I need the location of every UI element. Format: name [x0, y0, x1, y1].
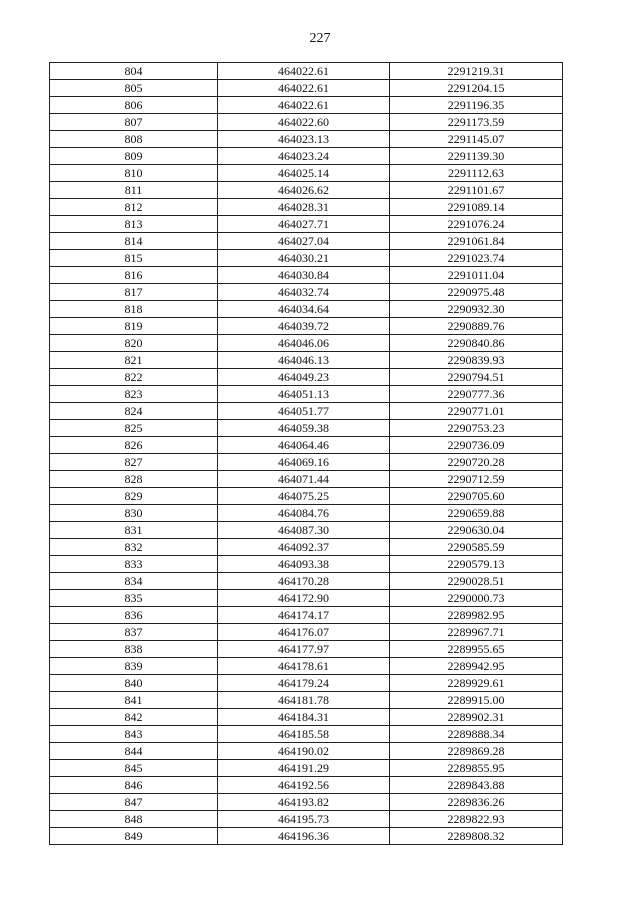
- table-row: [50, 318, 563, 335]
- y-coordinate-cell: 2290630.04: [390, 522, 563, 539]
- point-number-cell: 811: [50, 182, 218, 199]
- y-coordinate-cell: 2290585.59: [390, 539, 563, 556]
- x-coordinate-cell: 464059.38: [218, 420, 390, 437]
- table-row: [50, 607, 563, 624]
- table-row: [50, 488, 563, 505]
- point-number-cell: 825: [50, 420, 218, 437]
- coordinates-table-body: [50, 63, 563, 845]
- table-row: [50, 267, 563, 284]
- table-row: [50, 352, 563, 369]
- point-number-cell: 813: [50, 216, 218, 233]
- point-number-cell: 810: [50, 165, 218, 182]
- x-coordinate-cell: 464071.44: [218, 471, 390, 488]
- table-row: [50, 301, 563, 318]
- point-number-cell: 847: [50, 794, 218, 811]
- point-number-cell: 805: [50, 80, 218, 97]
- x-coordinate-cell: 464170.28: [218, 573, 390, 590]
- table-row: [50, 63, 563, 80]
- y-coordinate-cell: 2290705.60: [390, 488, 563, 505]
- point-number-cell: 809: [50, 148, 218, 165]
- x-coordinate-cell: 464039.72: [218, 318, 390, 335]
- y-coordinate-cell: 2290839.93: [390, 352, 563, 369]
- x-coordinate-cell: 464032.74: [218, 284, 390, 301]
- y-coordinate-cell: 2290736.09: [390, 437, 563, 454]
- x-coordinate-cell: 464191.29: [218, 760, 390, 777]
- table-row: [50, 522, 563, 539]
- table-row: [50, 369, 563, 386]
- x-coordinate-cell: 464195.73: [218, 811, 390, 828]
- point-number-cell: 814: [50, 233, 218, 250]
- table-row: [50, 471, 563, 488]
- x-coordinate-cell: 464051.77: [218, 403, 390, 420]
- point-number-cell: 804: [50, 63, 218, 80]
- x-coordinate-cell: 464179.24: [218, 675, 390, 692]
- x-coordinate-cell: 464027.04: [218, 233, 390, 250]
- table-row: [50, 675, 563, 692]
- y-coordinate-cell: 2289869.28: [390, 743, 563, 760]
- point-number-cell: 842: [50, 709, 218, 726]
- point-number-cell: 829: [50, 488, 218, 505]
- x-coordinate-cell: 464023.24: [218, 148, 390, 165]
- table-row: [50, 624, 563, 641]
- x-coordinate-cell: 464030.21: [218, 250, 390, 267]
- x-coordinate-cell: 464092.37: [218, 539, 390, 556]
- y-coordinate-cell: 2290659.88: [390, 505, 563, 522]
- table-row: [50, 335, 563, 352]
- y-coordinate-cell: 2291139.30: [390, 148, 563, 165]
- y-coordinate-cell: 2290712.59: [390, 471, 563, 488]
- table-row: [50, 148, 563, 165]
- x-coordinate-cell: 464022.61: [218, 63, 390, 80]
- x-coordinate-cell: 464028.31: [218, 199, 390, 216]
- point-number-cell: 824: [50, 403, 218, 420]
- point-number-cell: 848: [50, 811, 218, 828]
- point-number-cell: 837: [50, 624, 218, 641]
- y-coordinate-cell: 2289888.34: [390, 726, 563, 743]
- y-coordinate-cell: 2289836.26: [390, 794, 563, 811]
- y-coordinate-cell: 2291101.67: [390, 182, 563, 199]
- point-number-cell: 812: [50, 199, 218, 216]
- point-number-cell: 815: [50, 250, 218, 267]
- table-row: [50, 199, 563, 216]
- table-row: [50, 386, 563, 403]
- point-number-cell: 818: [50, 301, 218, 318]
- table-row: [50, 794, 563, 811]
- point-number-cell: 828: [50, 471, 218, 488]
- x-coordinate-cell: 464034.64: [218, 301, 390, 318]
- y-coordinate-cell: 2290753.23: [390, 420, 563, 437]
- table-row: [50, 658, 563, 675]
- x-coordinate-cell: 464093.38: [218, 556, 390, 573]
- coordinates-table: [49, 62, 563, 845]
- point-number-cell: 816: [50, 267, 218, 284]
- y-coordinate-cell: 2290720.28: [390, 454, 563, 471]
- point-number-cell: 845: [50, 760, 218, 777]
- point-number-cell: 827: [50, 454, 218, 471]
- point-number-cell: 819: [50, 318, 218, 335]
- x-coordinate-cell: 464022.60: [218, 114, 390, 131]
- table-row: [50, 454, 563, 471]
- y-coordinate-cell: 2289822.93: [390, 811, 563, 828]
- table-row: [50, 284, 563, 301]
- point-number-cell: 806: [50, 97, 218, 114]
- y-coordinate-cell: 2291219.31: [390, 63, 563, 80]
- y-coordinate-cell: 2291023.74: [390, 250, 563, 267]
- table-row: [50, 97, 563, 114]
- point-number-cell: 839: [50, 658, 218, 675]
- point-number-cell: 830: [50, 505, 218, 522]
- y-coordinate-cell: 2289855.95: [390, 760, 563, 777]
- x-coordinate-cell: 464022.61: [218, 80, 390, 97]
- x-coordinate-cell: 464172.90: [218, 590, 390, 607]
- x-coordinate-cell: 464075.25: [218, 488, 390, 505]
- point-number-cell: 822: [50, 369, 218, 386]
- point-number-cell: 817: [50, 284, 218, 301]
- point-number-cell: 833: [50, 556, 218, 573]
- point-number-cell: 840: [50, 675, 218, 692]
- x-coordinate-cell: 464069.16: [218, 454, 390, 471]
- table-row: [50, 556, 563, 573]
- x-coordinate-cell: 464064.46: [218, 437, 390, 454]
- table-row: [50, 760, 563, 777]
- y-coordinate-cell: 2290028.51: [390, 573, 563, 590]
- table-row: [50, 131, 563, 148]
- y-coordinate-cell: 2289843.88: [390, 777, 563, 794]
- x-coordinate-cell: 464026.62: [218, 182, 390, 199]
- y-coordinate-cell: 2289915.00: [390, 692, 563, 709]
- point-number-cell: 820: [50, 335, 218, 352]
- table-row: [50, 233, 563, 250]
- table-row: [50, 114, 563, 131]
- x-coordinate-cell: 464192.56: [218, 777, 390, 794]
- x-coordinate-cell: 464185.58: [218, 726, 390, 743]
- point-number-cell: 844: [50, 743, 218, 760]
- x-coordinate-cell: 464178.61: [218, 658, 390, 675]
- y-coordinate-cell: 2291204.15: [390, 80, 563, 97]
- point-number-cell: 838: [50, 641, 218, 658]
- y-coordinate-cell: 2290000.73: [390, 590, 563, 607]
- y-coordinate-cell: 2291173.59: [390, 114, 563, 131]
- y-coordinate-cell: 2291076.24: [390, 216, 563, 233]
- y-coordinate-cell: 2289929.61: [390, 675, 563, 692]
- table-row: [50, 505, 563, 522]
- x-coordinate-cell: 464025.14: [218, 165, 390, 182]
- x-coordinate-cell: 464174.17: [218, 607, 390, 624]
- point-number-cell: 849: [50, 828, 218, 845]
- table-row: [50, 743, 563, 760]
- x-coordinate-cell: 464181.78: [218, 692, 390, 709]
- point-number-cell: 846: [50, 777, 218, 794]
- point-number-cell: 834: [50, 573, 218, 590]
- y-coordinate-cell: 2289967.71: [390, 624, 563, 641]
- x-coordinate-cell: 464184.31: [218, 709, 390, 726]
- y-coordinate-cell: 2291112.63: [390, 165, 563, 182]
- y-coordinate-cell: 2290794.51: [390, 369, 563, 386]
- y-coordinate-cell: 2291145.07: [390, 131, 563, 148]
- point-number-cell: 808: [50, 131, 218, 148]
- table-row: [50, 709, 563, 726]
- x-coordinate-cell: 464022.61: [218, 97, 390, 114]
- point-number-cell: 807: [50, 114, 218, 131]
- y-coordinate-cell: 2289982.95: [390, 607, 563, 624]
- table-row: [50, 250, 563, 267]
- point-number-cell: 843: [50, 726, 218, 743]
- point-number-cell: 831: [50, 522, 218, 539]
- table-row: [50, 777, 563, 794]
- x-coordinate-cell: 464176.07: [218, 624, 390, 641]
- y-coordinate-cell: 2290771.01: [390, 403, 563, 420]
- point-number-cell: 836: [50, 607, 218, 624]
- table-row: [50, 539, 563, 556]
- table-row: [50, 590, 563, 607]
- point-number-cell: 835: [50, 590, 218, 607]
- x-coordinate-cell: 464030.84: [218, 267, 390, 284]
- table-row: [50, 437, 563, 454]
- table-row: [50, 216, 563, 233]
- x-coordinate-cell: 464084.76: [218, 505, 390, 522]
- table-row: [50, 726, 563, 743]
- table-row: [50, 641, 563, 658]
- table-row: [50, 573, 563, 590]
- x-coordinate-cell: 464051.13: [218, 386, 390, 403]
- table-row: [50, 182, 563, 199]
- y-coordinate-cell: 2289808.32: [390, 828, 563, 845]
- y-coordinate-cell: 2289942.95: [390, 658, 563, 675]
- point-number-cell: 823: [50, 386, 218, 403]
- y-coordinate-cell: 2291089.14: [390, 199, 563, 216]
- y-coordinate-cell: 2289902.31: [390, 709, 563, 726]
- y-coordinate-cell: 2291011.04: [390, 267, 563, 284]
- point-number-cell: 826: [50, 437, 218, 454]
- x-coordinate-cell: 464190.02: [218, 743, 390, 760]
- y-coordinate-cell: 2290889.76: [390, 318, 563, 335]
- table-row: [50, 80, 563, 97]
- y-coordinate-cell: 2290777.36: [390, 386, 563, 403]
- table-row: [50, 403, 563, 420]
- x-coordinate-cell: 464046.06: [218, 335, 390, 352]
- x-coordinate-cell: 464046.13: [218, 352, 390, 369]
- point-number-cell: 821: [50, 352, 218, 369]
- y-coordinate-cell: 2290579.13: [390, 556, 563, 573]
- y-coordinate-cell: 2290975.48: [390, 284, 563, 301]
- x-coordinate-cell: 464193.82: [218, 794, 390, 811]
- x-coordinate-cell: 464049.23: [218, 369, 390, 386]
- y-coordinate-cell: 2289955.65: [390, 641, 563, 658]
- y-coordinate-cell: 2290932.30: [390, 301, 563, 318]
- x-coordinate-cell: 464027.71: [218, 216, 390, 233]
- y-coordinate-cell: 2290840.86: [390, 335, 563, 352]
- page-number: 227: [309, 31, 331, 46]
- table-row: [50, 828, 563, 845]
- point-number-cell: 841: [50, 692, 218, 709]
- x-coordinate-cell: 464087.30: [218, 522, 390, 539]
- table-row: [50, 420, 563, 437]
- x-coordinate-cell: 464177.97: [218, 641, 390, 658]
- x-coordinate-cell: 464196.36: [218, 828, 390, 845]
- point-number-cell: 832: [50, 539, 218, 556]
- x-coordinate-cell: 464023.13: [218, 131, 390, 148]
- table-row: [50, 165, 563, 182]
- table-row: [50, 811, 563, 828]
- table-row: [50, 692, 563, 709]
- y-coordinate-cell: 2291196.35: [390, 97, 563, 114]
- y-coordinate-cell: 2291061.84: [390, 233, 563, 250]
